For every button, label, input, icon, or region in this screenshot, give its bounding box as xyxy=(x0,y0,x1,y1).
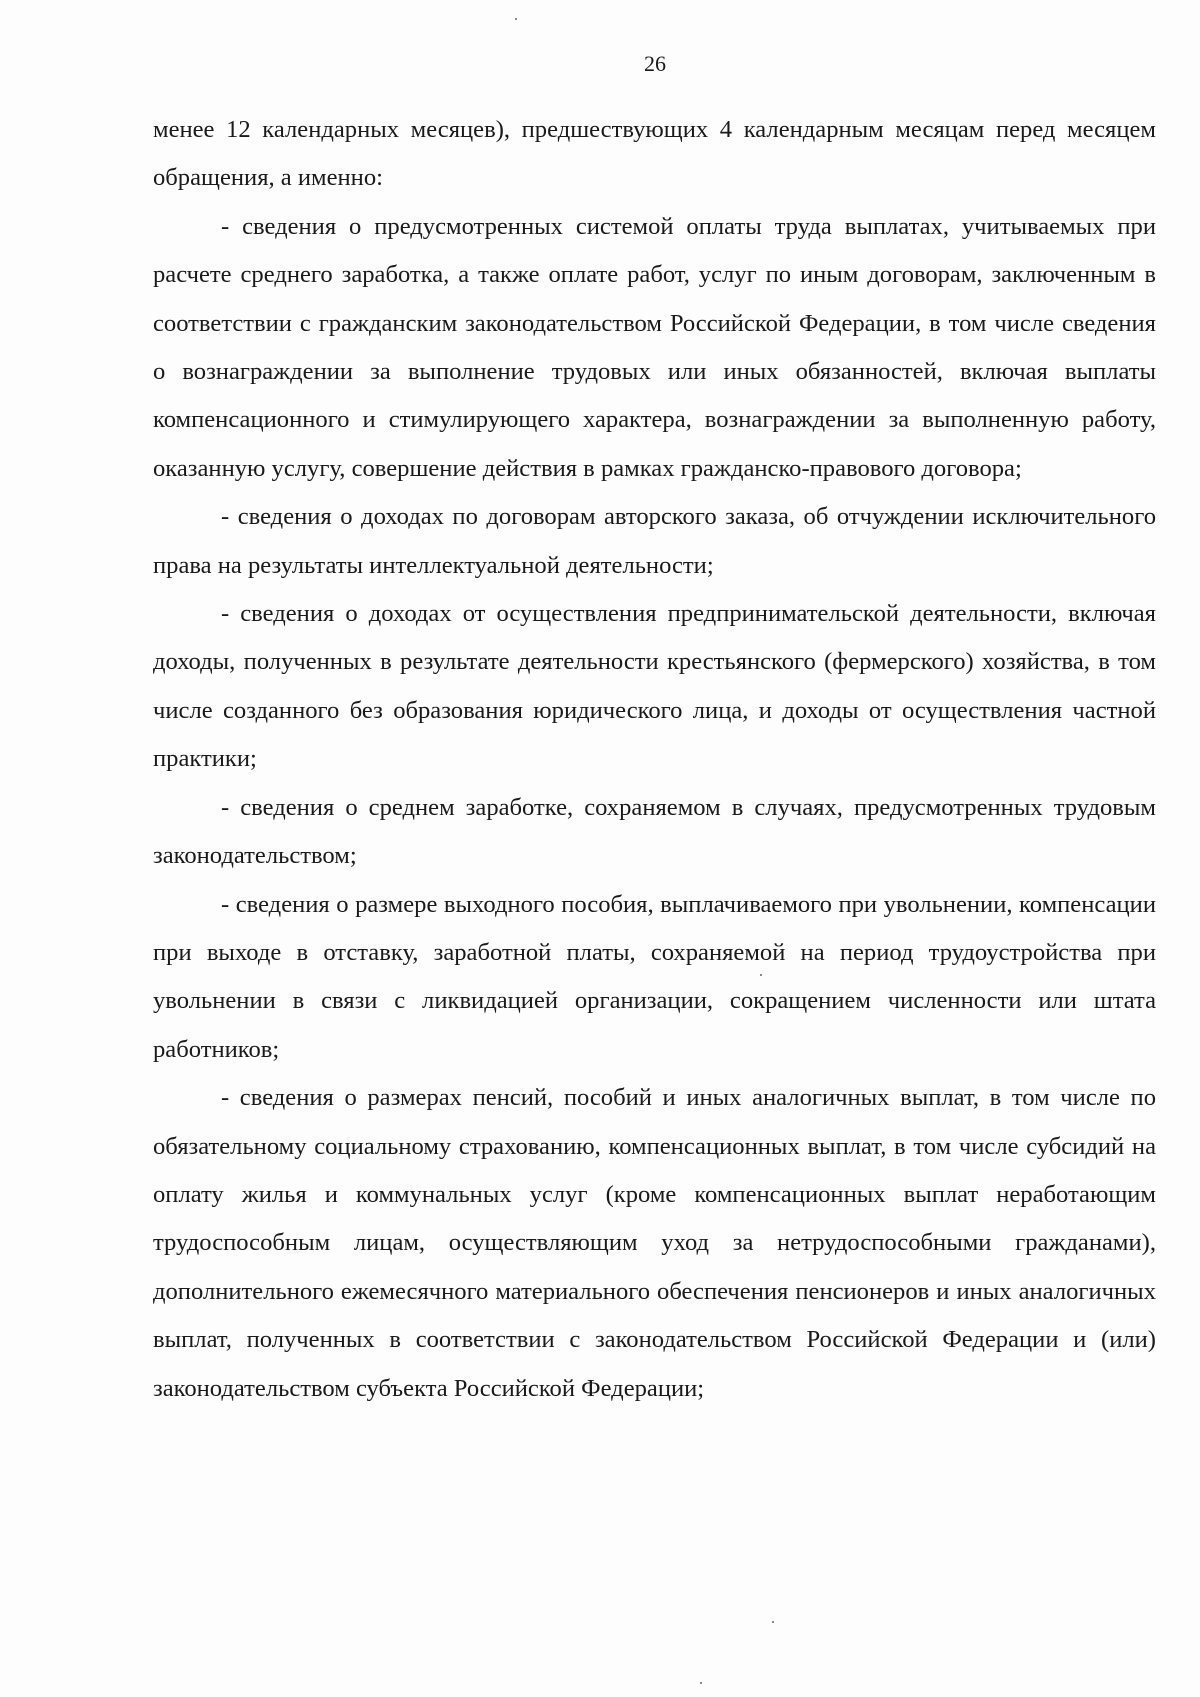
page-number: 26 xyxy=(644,51,666,76)
scan-speck xyxy=(515,18,517,20)
document-body xyxy=(153,106,1156,1413)
paragraph-average-earnings: - сведения о среднем заработке, сохраняемом в случаях, предусмотренных трудовым законодательством; xyxy=(153,793,1156,870)
paragraph-author-income: - сведения о доходах по договорам авторского заказа, об отчуждении исключительного права на результаты интеллектуальной деятельности; xyxy=(153,503,1156,579)
scan-speck xyxy=(760,974,762,976)
paragraph-business-income: - сведения о доходах от осуществления предпринимательской деятельности, включая доходы, полученных в результате деятельности крестьянского (фермерского) хозяйства, в том числе созданного без образования юридического лица, и доходы от осуществления частной практики; xyxy=(153,600,1156,773)
paragraph-pensions: - сведения о размерах пенсий, пособий и иных аналогичных выплат, в том числе по обязательному социальному страхованию, компенсационных выплат, в том числе субсидий на оплату жилья и коммунальных услуг (кроме компенсационных выплат неработающим трудоспособным лицам, осуществляющим уход за нетрудоспособными гражданами), дополнительного ежемесячного материального обеспечения пенсионеров и иных аналогичных выплат, полученных в соответствии с законодательством Российской Федерации и (или) законодательством субъекта Российской Федерации; xyxy=(153,1084,1156,1402)
scan-speck xyxy=(700,1682,702,1684)
paragraph-labor-payments: - сведения о предусмотренных системой оплаты труда выплатах, учитываемых при расчете среднего заработка, а также оплате работ, услуг по иным договорам, заключенным в соответствии с гражданским законодательством Российской Федерации, в том числе сведения о вознаграждении за выполнение трудовых или иных обязанностей, включая выплаты компенсационного и стимулирующего характера, вознаграждении за выполненную работу, оказанную услугу, совершение действия в рамках гражданско-правового договора; xyxy=(153,212,1156,482)
paragraph-severance: - сведения о размере выходного пособия, выплачиваемого при увольнении, компенсации при выходе в отставку, заработной платы, сохраняемой на период трудоустройства при увольнении в связи с ликвидацией организации, сокращением численности или штата работников; xyxy=(153,890,1156,1063)
paragraph-continuation: менее 12 календарных месяцев), предшествующих 4 календарным месяцам перед месяцем обращения, а именно: xyxy=(153,116,1156,192)
scan-speck xyxy=(772,1621,774,1623)
